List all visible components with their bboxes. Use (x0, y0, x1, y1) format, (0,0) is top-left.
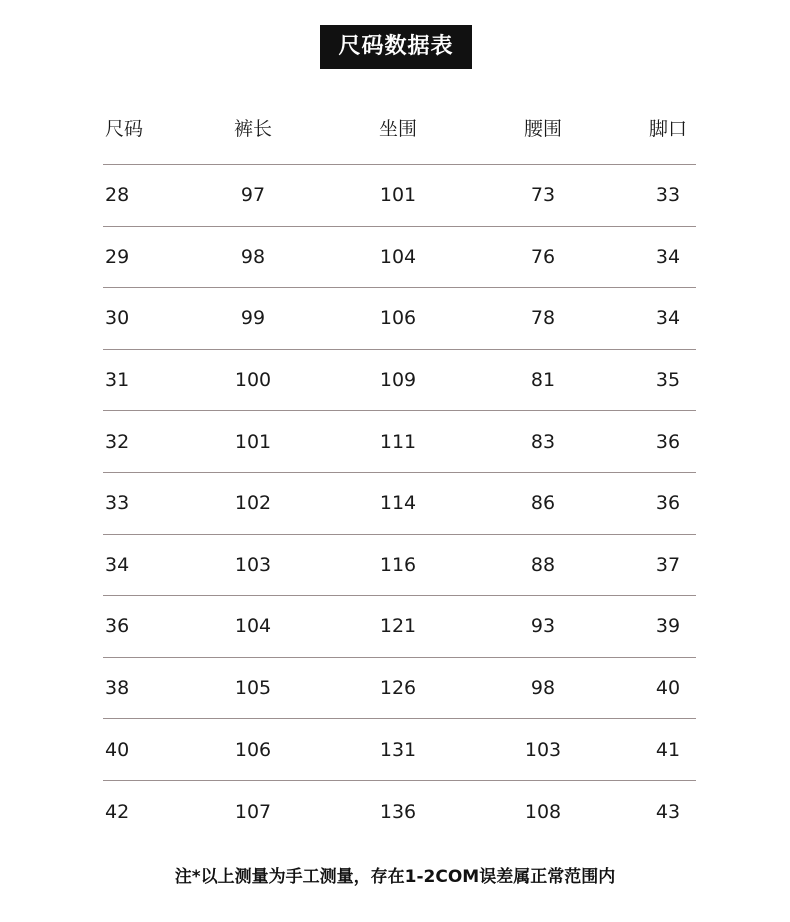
cell-waist: 78 (530, 307, 556, 330)
cell-leg-opening: 36 (655, 492, 681, 515)
cell-waist: 98 (530, 677, 556, 700)
cell-size: 38 (105, 677, 130, 700)
cell-waist: 76 (530, 245, 556, 268)
cell-pants-length: 107 (234, 800, 272, 823)
cell-leg-opening: 41 (655, 738, 681, 761)
cell-size: 30 (105, 307, 130, 330)
cell-size: 29 (105, 245, 130, 268)
cell-pants-length: 102 (234, 492, 272, 515)
cell-hip: 126 (379, 677, 417, 700)
cell-hip: 109 (379, 369, 417, 392)
cell-hip: 106 (379, 307, 417, 330)
cell-size: 40 (105, 738, 130, 761)
table-row (103, 535, 696, 597)
column-header-size: 尺码 (105, 117, 144, 140)
cell-hip: 131 (379, 738, 417, 761)
cell-leg-opening: 43 (655, 800, 681, 823)
table-row (103, 411, 696, 473)
table-row (103, 227, 696, 289)
cell-leg-opening: 37 (655, 553, 681, 576)
cell-pants-length: 105 (234, 677, 272, 700)
measurement-note: 注*以上测量为手工测量，存在1-2COM误差属正常范围内 (174, 867, 616, 887)
cell-hip: 111 (379, 430, 417, 453)
table-row (103, 165, 696, 227)
cell-waist: 88 (530, 553, 556, 576)
cell-leg-opening: 33 (655, 184, 681, 207)
cell-pants-length: 104 (234, 615, 272, 638)
cell-hip: 121 (379, 615, 417, 638)
cell-waist: 103 (524, 738, 562, 761)
cell-hip: 136 (379, 800, 417, 823)
cell-waist: 81 (530, 369, 556, 392)
size-table (103, 90, 696, 843)
cell-leg-opening: 34 (655, 245, 681, 268)
cell-leg-opening: 39 (655, 615, 681, 638)
table-row (103, 781, 696, 843)
column-header-pants-length: 裤长 (233, 117, 272, 140)
cell-waist: 83 (530, 430, 556, 453)
column-header-waist: 腰围 (523, 117, 562, 140)
table-row (103, 473, 696, 535)
cell-hip: 114 (379, 492, 417, 515)
cell-leg-opening: 40 (655, 677, 681, 700)
cell-leg-opening: 35 (655, 369, 681, 392)
cell-size: 32 (105, 430, 130, 453)
cell-waist: 108 (524, 800, 562, 823)
cell-size: 34 (105, 553, 130, 576)
table-row (103, 596, 696, 658)
table-row (103, 719, 696, 781)
cell-size: 36 (105, 615, 130, 638)
cell-hip: 104 (379, 245, 417, 268)
cell-size: 33 (105, 492, 130, 515)
table-row (103, 288, 696, 350)
table-row (103, 350, 696, 412)
table-header (103, 90, 696, 165)
cell-waist: 93 (530, 615, 556, 638)
column-header-hip: 坐围 (378, 117, 417, 140)
table-row (103, 658, 696, 720)
cell-pants-length: 100 (234, 369, 272, 392)
cell-leg-opening: 36 (655, 430, 681, 453)
cell-waist: 73 (530, 184, 556, 207)
page-title: 尺码数据表 (320, 25, 472, 69)
cell-pants-length: 103 (234, 553, 272, 576)
cell-pants-length: 97 (240, 184, 266, 207)
cell-pants-length: 101 (234, 430, 272, 453)
cell-pants-length: 98 (240, 245, 266, 268)
cell-leg-opening: 34 (655, 307, 681, 330)
cell-size: 31 (105, 369, 130, 392)
cell-hip: 101 (379, 184, 417, 207)
cell-pants-length: 106 (234, 738, 272, 761)
cell-size: 28 (105, 184, 130, 207)
cell-pants-length: 99 (240, 307, 266, 330)
cell-hip: 116 (379, 553, 417, 576)
cell-waist: 86 (530, 492, 556, 515)
column-header-leg-opening: 脚口 (648, 117, 687, 140)
cell-size: 42 (105, 800, 130, 823)
